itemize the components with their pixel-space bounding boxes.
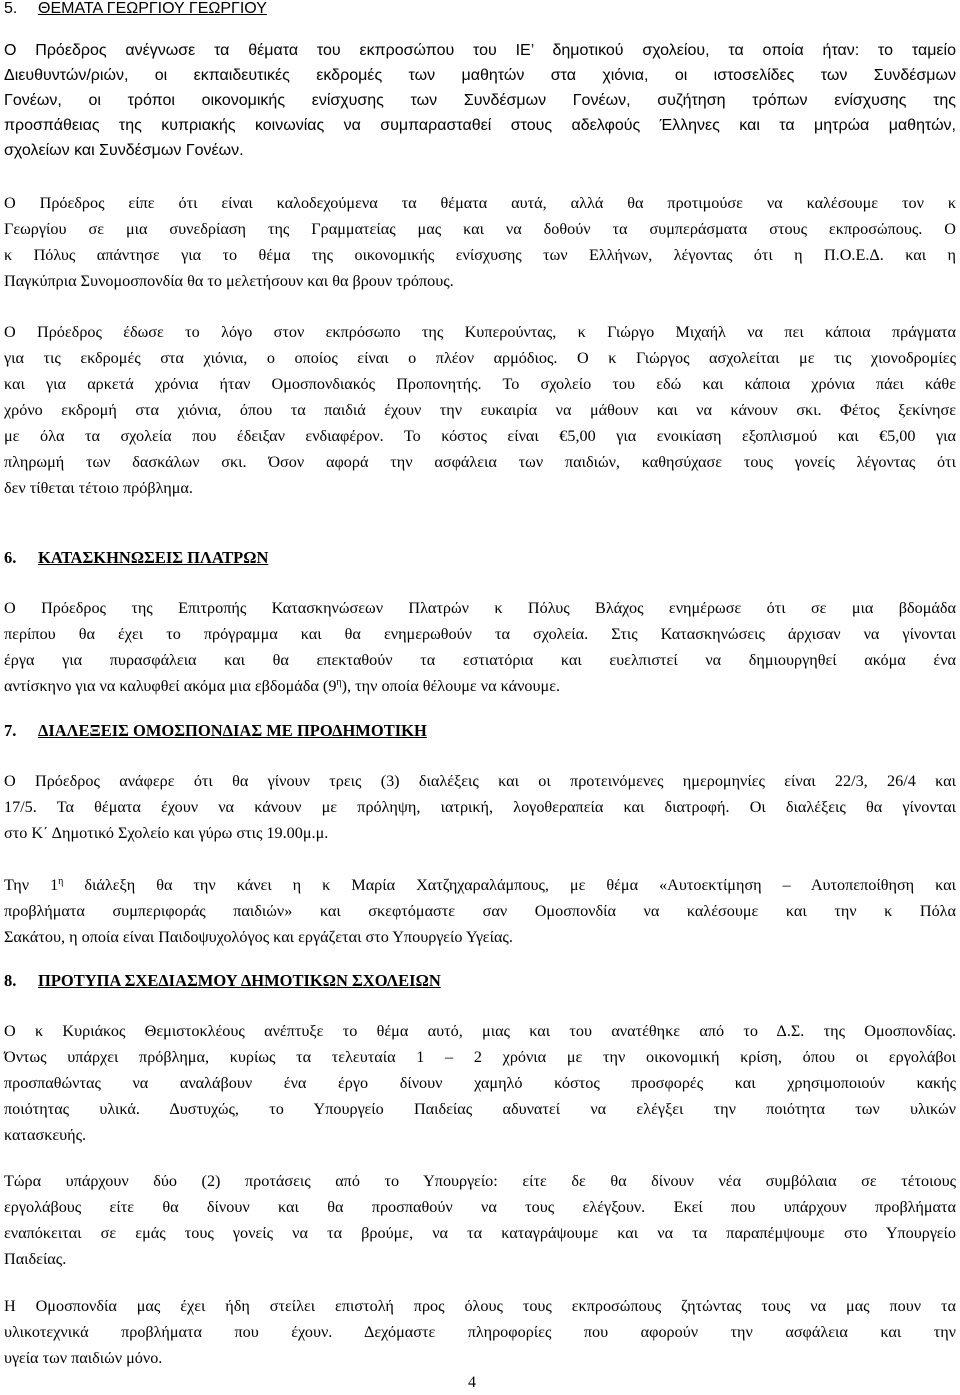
s7-p2-line: προβλήματα συμπεριφοράς παιδιών» και σκεφτόμαστε σαν Ομοσπονδία να καλέσουμε και την κ Πόλα: [4, 902, 956, 920]
page-number: 4: [468, 1374, 476, 1391]
s5-p2-line: κ Πόλυς απάντησε για το θέμα της οικονομικής ενίσχυσης των Ελλήνων, λέγοντας ότι η Π.Ο.Ε.Δ. και η: [4, 246, 956, 264]
s5-p3-line: για τις εκδρομές στα χιόνια, ο οποίος είναι ο πλέον αρμόδιος. Ο κ Γιώργος ασχολείται με τις χιονοδρομίες: [4, 349, 956, 367]
s5-p3-line: δεν τίθεται τέτοιο πρόβλημα.: [4, 479, 193, 497]
s7-p2-line: Σακάτου, η οποία είναι Παιδοψυχολόγος και εργάζεται στο Υπουργείο Υγείας.: [4, 928, 513, 946]
section-number: 7.: [4, 721, 17, 740]
s5-p1-line: σχολείων και Συνδέσμων Γονέων.: [4, 142, 244, 159]
s5-p1-line: προσπάθειας της κυπριακής κοινωνίας να συμπαρασταθεί στους αδελφούς Έλληνες και τα μητρώα μαθητών,: [4, 117, 956, 134]
section-title: ΘΕΜΑΤΑ ΓΕΩΡΓΙΟΥ ΓΕΩΡΓΙΟΥ: [38, 0, 267, 17]
section-7-heading: [4, 721, 427, 741]
s5-p1-line: Ο Πρόεδρος ανέγνωσε τα θέματα του εκπροσώπου του ΙΕ’ δημοτικού σχολείου, τα οποία ήταν: το ταμείο: [4, 42, 956, 59]
s5-p3-line: με όλα τα σχολεία που έδειξαν ενδιαφέρον. Το κόστος είναι €5,00 για ενοικίαση εξοπλισμού και €5,00 για: [4, 427, 956, 445]
s7-p1-line: 17/5. Τα θέματα έχουν να κάνουν με πρόληψη, ιατρική, λογοθεραπεία και διατροφή. Οι διαλέξεις θα γίνονται: [4, 798, 956, 816]
section-title: ΔΙΑΛΕΞΕΙΣ ΟΜΟΣΠΟΝΔΙΑΣ ΜΕ ΠΡΟΔΗΜΟΤΙΚΗ: [38, 721, 427, 740]
s8-p2-line: εναπόκειται σε εμάς τους γονείς να τα βρούμε, να τα καταγράψουμε και να τα παραπέμψουμε στο Υπουργείο: [4, 1224, 956, 1242]
section-number: 5.: [4, 0, 18, 17]
s6-p1-line: περίπου θα έχει το πρόγραμμα και θα ενημερωθούν τα σχολεία. Στις Κατασκηνώσεις άρχισαν να γίνονται: [4, 625, 956, 643]
section-6-heading: [4, 548, 268, 568]
s5-p1-line: Διευθυντών/ριών, οι εκπαιδευτικές εκδρομές των μαθητών στα χιόνια, οι ιστοσελίδες των Συνδέσμων: [4, 67, 956, 84]
section-number: 6.: [4, 548, 17, 567]
s5-p3-line: και για αρκετά χρόνια ήταν Ομοσπονδιακός Προπονητής. Το σχολείο του εδώ και κάποια χρόνια πάει κάθε: [4, 375, 956, 393]
s8-p3-line: υλικοτεχνικά προβλήματα που έχουν. Δεχόμαστε πληροφορίες που αφορούν την ασφάλεια και την: [4, 1323, 956, 1341]
s8-p1-line: κατασκευής.: [4, 1126, 87, 1144]
s8-p1-line: Ο κ Κυριάκος Θεμιστοκλέους ανέπτυξε το θέμα αυτό, μιας και του ανατέθηκε από το Δ.Σ. της Ομοσπονδίας.: [4, 1022, 956, 1040]
s6-p1-line: αντίσκηνο για να καλυφθεί ακόμα μια εβδομάδα $(9^\eta)$, την οποία θέλουμε να κάνουμε.: [4, 677, 561, 695]
section-title: ΠΡΟΤΥΠΑ ΣΧΕΔΙΑΣΜΟΥ ΔΗΜΟΤΙΚΩΝ ΣΧΟΛΕΙΩΝ: [38, 971, 441, 990]
s5-p2-line: Γεωργίου σε μια συνεδρίαση της Γραμματείας μας και να δοθούν τα συμπεράσματα στους εκπροσώπους. Ο: [4, 220, 956, 238]
s8-p1-line: προσπαθώντας να αναλάβουν ένα έργο δίνουν χαμηλό κόστος προσφορές και χρησιμοποιούν κακής: [4, 1074, 956, 1092]
s8-p2-line: Τώρα υπάρχουν δύο (2) προτάσεις από το Υπουργείο: είτε δε θα δίνουν νέα συμβόλαια σε τέτοιους: [4, 1172, 956, 1190]
s6-p1-line: έργα για πυρασφάλεια και θα επεκταθούν τα εστιατόρια και ευελπιστεί να δημιουργηθεί ακόμα ένα: [4, 651, 956, 669]
s6-p1-line: Ο Πρόεδρος της Επιτροπής Κατασκηνώσεων Πλατρών κ Πόλυς Βλάχος ενημέρωσε ότι σε μια βδομάδα: [4, 599, 956, 617]
section-number: 8.: [4, 971, 17, 990]
s5-p3-line: πληρωμή των δασκάλων σκι. Όσον αφορά την ασφάλεια των παιδιών, καθησύχασε τους γονείς λέγοντας ότι: [4, 453, 956, 471]
s5-p3-line: χρόνο εκδρομή στα χιόνια, όπου τα παιδιά έχουν την ευκαιρία να μάθουν και να κάνουν σκι. Φέτος ξεκίνησε: [4, 401, 956, 419]
s7-p1-line: στο Κ΄ Δημοτικό Σχολείο και γύρω στις 19.00μ.μ.: [4, 824, 329, 842]
s8-p1-line: Όντως υπάρχει πρόβλημα, κυρίως τα τελευταία 1 – 2 χρόνια με την οικονομική κρίση, όπου οι εργολάβοι: [4, 1048, 956, 1066]
s8-p3-line: Η Ομοσπονδία μας έχει ήδη στείλει επιστολή προς όλους τους εκπροσώπους ζητώντας τους να μας πουν τα: [4, 1297, 956, 1315]
s8-p2-line: Παιδείας.: [4, 1250, 67, 1268]
s7-p1-line: Ο Πρόεδρος ανάφερε ότι θα γίνουν τρεις (3) διαλέξεις και οι προτεινόμενες ημερομηνίες είναι 22/3, 26/4 και: [4, 772, 956, 790]
s5-p2-line: Παγκύπρια Συνομοσπονδία θα το μελετήσουν και θα βρουν τρόπους.: [4, 272, 454, 290]
s5-p2-line: Ο Πρόεδρος είπε ότι είναι καλοδεχούμενα τα θέματα αυτά, αλλά θα προτιμούσε να καλέσουμε τον κ: [4, 194, 956, 212]
s8-p2-line: εργολάβους είτε θα δίνουν και θα προσπαθούν να τους ελέγξουν. Εκεί που υπάρχουν προβλήματα: [4, 1198, 956, 1216]
s8-p3-line: υγεία των παιδιών μόνο.: [4, 1349, 163, 1367]
s5-p3-line: Ο Πρόεδρος έδωσε το λόγο στον εκπρόσωπο της Κυπερούντας, κ Γιώργο Μιχαήλ να πει κάποια πράγματα: [4, 323, 956, 341]
section-8-heading: [4, 971, 441, 991]
s7-p2-line: Την $1^\eta$ διάλεξη θα την κάνει η κ Μαρία Χατζηχαραλάμπους, με θέμα «Αυτοεκτίμηση – Αυτοπεποίθηση και: [4, 876, 956, 894]
s5-p1-line: Γονέων, οι τρόποι οικονομικής ενίσχυσης των Συνδέσμων Γονέων, συζήτηση τρόπων ενίσχυσης της: [4, 92, 956, 109]
section-title: ΚΑΤΑΣΚΗΝΩΣΕΙΣ ΠΛΑΤΡΩΝ: [38, 548, 269, 567]
s8-p1-line: ποιότητας υλικά. Δυστυχώς, το Υπουργείο Παιδείας αδυνατεί να ελέγξει την ποιότητα των υλικών: [4, 1100, 956, 1118]
section-5-heading: [4, 0, 267, 19]
